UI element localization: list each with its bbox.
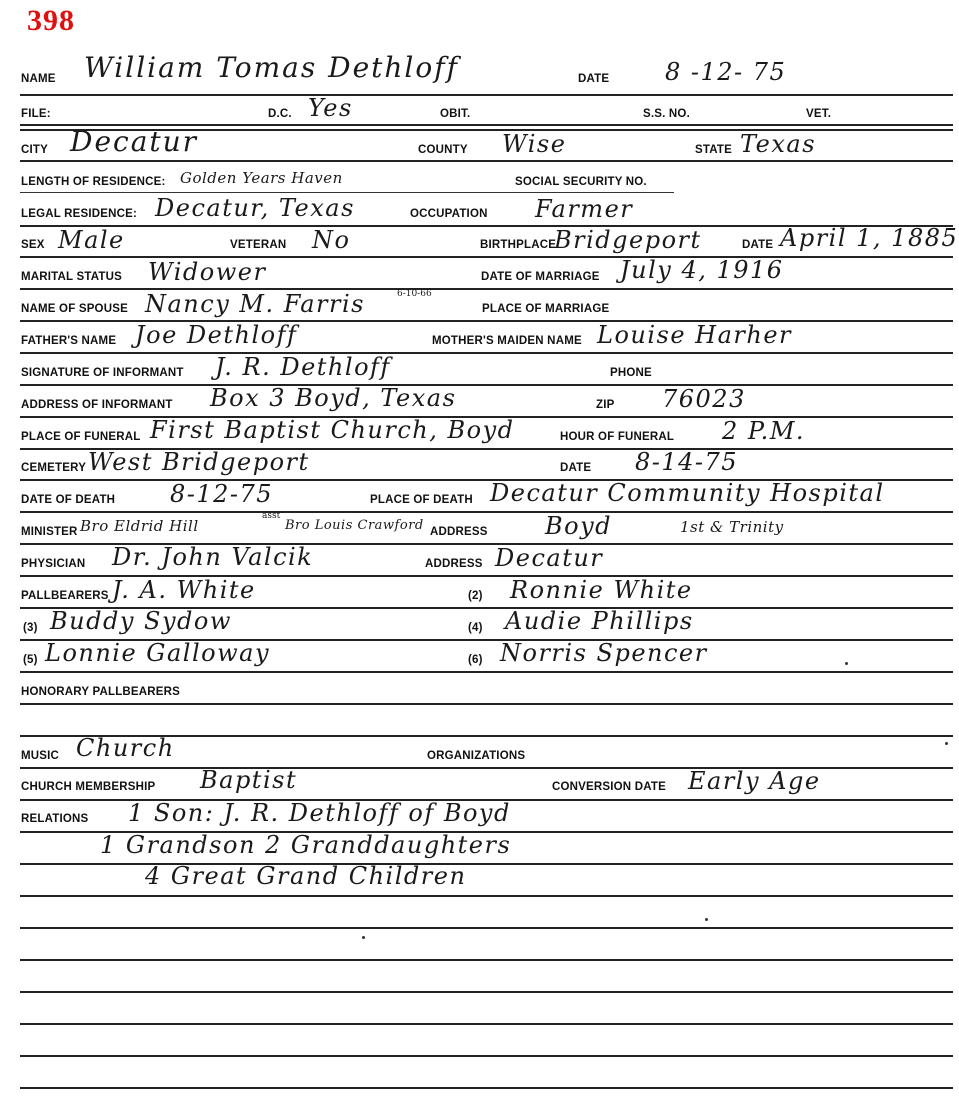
- legal-residence-value: Decatur, Texas: [155, 194, 355, 222]
- zip-value: 76023: [662, 385, 746, 413]
- vet-label: VET.: [806, 108, 832, 120]
- length-of-residence-value: Golden Years Haven: [180, 169, 343, 187]
- form-rule: [20, 895, 953, 897]
- form-rule: [20, 352, 953, 354]
- occupation-value: Farmer: [535, 195, 634, 223]
- date-of-death-value: 8-12-75: [170, 480, 274, 508]
- form-rule: [20, 160, 953, 162]
- relations-label: RELATIONS: [21, 813, 89, 825]
- form-rule: [20, 1023, 953, 1025]
- physician-address-value: Decatur: [495, 544, 604, 572]
- fathers-name-label: FATHER'S NAME: [21, 335, 117, 347]
- physician-label: PHYSICIAN: [21, 558, 86, 570]
- marital-status-label: MARITAL STATUS: [21, 271, 122, 283]
- form-rule: [20, 927, 953, 929]
- place-of-death-label: PLACE OF DEATH: [370, 494, 473, 506]
- date-label: DATE: [578, 73, 610, 85]
- date-of-marriage-label: DATE OF MARRIAGE: [481, 271, 600, 283]
- phone-label: PHONE: [610, 367, 652, 379]
- mothers-name-label: MOTHER'S MAIDEN NAME: [432, 335, 582, 347]
- dc-label: D.C.: [268, 108, 292, 120]
- relations-line-2: 1 Grandson 2 Granddaughters: [100, 831, 512, 859]
- pallbearer-4-label: (4): [468, 622, 483, 634]
- minister-value: Bro Eldrid Hill: [80, 517, 199, 535]
- state-label: STATE: [695, 144, 732, 156]
- date-of-marriage-value: July 4, 1916: [620, 256, 784, 284]
- cemetery-date-value: 8-14-75: [635, 448, 739, 476]
- form-rule: [20, 511, 953, 513]
- sex-label: SEX: [21, 239, 45, 251]
- pallbearer-3: Buddy Sydow: [50, 607, 232, 635]
- zip-label: ZIP: [596, 399, 615, 411]
- birthplace-label: BIRTHPLACE: [480, 239, 557, 251]
- spouse-value: Nancy M. Farris: [145, 290, 365, 318]
- place-of-funeral-value: First Baptist Church, Boyd: [150, 416, 515, 444]
- name-value: William Tomas Dethloff: [84, 51, 459, 84]
- minister-address-2-value: 1st & Trinity: [680, 518, 784, 536]
- music-label: MUSIC: [21, 750, 60, 762]
- form-rule: [20, 671, 953, 673]
- county-label: COUNTY: [418, 144, 468, 156]
- state-value: Texas: [740, 130, 817, 158]
- pallbearer-5-label: (5): [23, 654, 38, 666]
- pallbearer-2-label: (2): [468, 590, 483, 602]
- pallbearer-2: Ronnie White: [510, 576, 693, 604]
- pallbearer-1: J. A. White: [112, 576, 256, 604]
- form-rule: [20, 192, 674, 193]
- social-security-label: SOCIAL SECURITY NO.: [515, 176, 647, 188]
- mothers-name-value: Louise Harher: [597, 321, 793, 349]
- veteran-label: VETERAN: [230, 239, 287, 251]
- form-rule: [20, 991, 953, 993]
- place-of-marriage-label: PLACE OF MARRIAGE: [482, 303, 610, 315]
- physician-value: Dr. John Valcik: [112, 543, 314, 571]
- scan-speck: [945, 742, 948, 745]
- place-of-funeral-label: PLACE OF FUNERAL: [21, 431, 141, 443]
- page-number: 398: [27, 4, 75, 37]
- minister-address-label: ADDRESS: [430, 526, 488, 538]
- obit-label: OBIT.: [440, 108, 471, 120]
- pallbearers-label: PALLBEARERS: [21, 590, 109, 602]
- fathers-name-value: Joe Dethloff: [135, 321, 298, 349]
- minister-asst-mark: asst: [262, 511, 281, 521]
- honorary-pallbearers-label: HONORARY PALLBEARERS: [21, 686, 181, 698]
- conversion-date-value: Early Age: [688, 767, 821, 795]
- date-of-death-label: DATE OF DEATH: [21, 494, 116, 506]
- signature-informant-value: J. R. Dethloff: [215, 353, 391, 381]
- pallbearer-4: Audie Phillips: [505, 607, 694, 635]
- city-value: Decatur: [70, 125, 199, 158]
- signature-informant-label: SIGNATURE OF INFORMANT: [21, 367, 184, 379]
- form-rule: [20, 703, 953, 705]
- dc-value: Yes: [308, 94, 353, 122]
- hour-of-funeral-value: 2 P.M.: [722, 417, 806, 445]
- form-rule: [20, 959, 953, 961]
- name-label: NAME: [21, 73, 56, 85]
- county-value: Wise: [502, 130, 567, 158]
- birth-date-label: DATE: [742, 239, 774, 251]
- place-of-death-value: Decatur Community Hospital: [490, 479, 885, 507]
- minister-address-value: Boyd: [545, 512, 613, 540]
- birthplace-value: Bridgeport: [554, 226, 702, 254]
- physician-address-label: ADDRESS: [425, 558, 483, 570]
- marital-status-value: Widower: [148, 258, 267, 286]
- address-informant-value: Box 3 Boyd, Texas: [210, 384, 457, 412]
- address-informant-label: ADDRESS OF INFORMANT: [21, 399, 173, 411]
- legal-residence-label: LEGAL RESIDENCE:: [21, 208, 138, 220]
- pallbearer-6-label: (6): [468, 654, 483, 666]
- scan-speck: [362, 936, 365, 939]
- pallbearer-6: Norris Spencer: [500, 639, 708, 667]
- veteran-value: No: [312, 226, 351, 254]
- music-value: Church: [76, 734, 175, 762]
- church-membership-label: CHURCH MEMBERSHIP: [21, 781, 156, 793]
- scan-speck: [705, 918, 708, 921]
- minister-2-value: Bro Louis Crawford: [285, 518, 424, 533]
- pallbearer-3-label: (3): [23, 622, 38, 634]
- length-of-residence-label: LENGTH OF RESIDENCE:: [21, 176, 166, 188]
- conversion-date-label: CONVERSION DATE: [552, 781, 666, 793]
- relations-line-1: 1 Son: J. R. Dethloff of Boyd: [128, 799, 511, 827]
- spouse-label: NAME OF SPOUSE: [21, 303, 128, 315]
- form-rule: [20, 384, 953, 386]
- form-rule: [20, 94, 953, 96]
- cemetery-value: West Bridgeport: [88, 448, 310, 476]
- birth-date-value: April 1, 1885: [780, 224, 959, 252]
- relations-line-3: 4 Great Grand Children: [145, 862, 467, 890]
- form-rule: [20, 1055, 953, 1057]
- organizations-label: ORGANIZATIONS: [427, 750, 526, 762]
- hour-of-funeral-label: HOUR OF FUNERAL: [560, 431, 675, 443]
- date-value: 8 -12- 75: [665, 58, 787, 86]
- cemetery-label: CEMETERY: [21, 462, 87, 474]
- scan-speck: [845, 662, 848, 665]
- church-membership-value: Baptist: [200, 766, 298, 794]
- city-label: CITY: [21, 144, 48, 156]
- form-rule: [20, 1087, 953, 1089]
- cemetery-date-label: DATE: [560, 462, 592, 474]
- sex-value: Male: [58, 226, 125, 254]
- pallbearer-5: Lonnie Galloway: [45, 639, 270, 667]
- file-label: FILE:: [21, 108, 51, 120]
- ssno-label: S.S. NO.: [643, 108, 690, 120]
- minister-label: MINISTER: [21, 526, 78, 538]
- occupation-label: OCCUPATION: [410, 208, 488, 220]
- spouse-death-date: 6-10-66: [397, 289, 432, 299]
